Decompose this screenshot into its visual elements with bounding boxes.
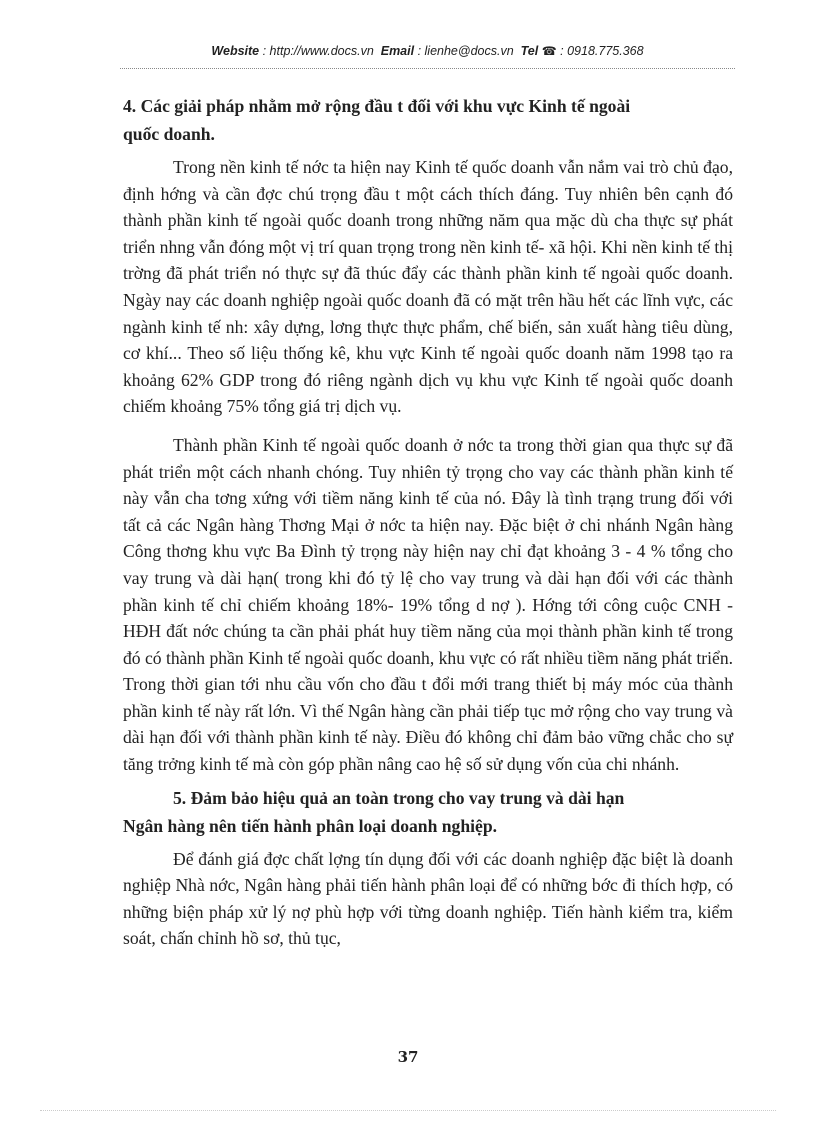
section-5-paragraph-1: Để đánh giá đợc chất lợng tín dụng đối với các doanh nghiệp đặc biệt là doanh nghiệp Nhà nớc, Ngân hàng phải tiến hành phân loại để có những bớc đi thích hợp, có những biện pháp xử lý nợ phù hợp với từng doanh nghiệp. Tiến hành kiểm tra, kiểm soát, chấn chỉnh hồ sơ, thủ tục, <box>123 848 733 949</box>
section-5-heading <box>123 784 733 840</box>
section-4-heading-line-1: 4. Các giải pháp nhằm mở rộng đầu t đối với khu vực Kinh tế ngoài <box>123 96 631 116</box>
section-5-heading-line-2: Ngân hàng nên tiến hành phân loại doanh nghiệp. <box>123 815 498 836</box>
page-number: 37 <box>397 1048 419 1066</box>
email-value: : lienhe@docs.vn <box>417 44 514 58</box>
section-4-paragraph-2: Thành phần Kinh tế ngoài quốc doanh ở nớc ta trong thời gian qua thực sự đã phát triển một cách nhanh chóng. Tuy nhiên tỷ trọng cho vay các thành phần kinh tế này vẫn cha tơng xứng với tiềm năng kinh tế của nó. Đây là tình trạng trung đối với tất cả các Ngân hàng Thơng Mại ở nớc ta hiện nay. Đặc biệt ở chi nhánh Ngân hàng Công thơng khu vực Ba Đình tỷ trọng này hiện nay chỉ đạt khoảng 3 - 4 % tổng cho vay trung và dài hạn( trong khi đó tỷ lệ cho vay trung và dài hạn đối với các thành phần kinh tế chỉ chiếm khoảng 18%- 19% tổng d nợ ). Hớng tới công cuộc CNH - HĐH đất nớc chúng ta cần phải phát huy tiềm năng của mọi thành phần kinh tế trong đó có thành phần Kinh tế ngoài quốc doanh, khu vực có rất nhiều tiềm năng phát triển. Trong thời gian tới nhu cầu vốn cho đầu t đổi mới trang thiết bị máy móc của thành phần kinh tế này rất lớn. Vì thế Ngân hàng cần phải tiếp tục mở rộng cho vay trung và dài hạn đối với thành phần kinh tế này. Điều đó không chỉ đảm bảo vững chắc cho sự tăng trởng kinh tế mà còn góp phần nâng cao hệ số sử dụng vốn của chi nhánh. <box>123 434 734 775</box>
footer-divider <box>40 1110 776 1111</box>
header-divider <box>120 68 735 69</box>
website-label: Website <box>211 44 260 58</box>
section-5-heading-line-1: 5. Đảm bảo hiệu quả an toàn trong cho vay trung và dài hạn <box>173 787 625 808</box>
tel-label: Tel <box>520 44 539 58</box>
document-body <box>123 92 733 952</box>
tel-value: : 0918.775.368 <box>560 44 644 58</box>
section-4-heading-line-2: quốc doanh. <box>123 124 215 144</box>
website-value: : http://www.docs.vn <box>262 44 374 58</box>
page-header <box>120 44 735 70</box>
section-4-paragraph-1: Trong nền kinh tế nớc ta hiện nay Kinh tế quốc doanh vẫn nắm vai trò chủ đạo, định hớng và cần đợc chú trọng đầu t một cách thích đáng. Tuy nhiên bên cạnh đó thành phần kinh tế ngoài quốc doanh trong những năm qua mặc dù cha thực sự phát triển nhng vẫn đóng một vị trí quan trọng trong nền kinh tế- xã hội. Khi nền kinh tế thị trờng đã phát triển nó thực sự đã thúc đẩy các thành phần kinh tế ngoài quốc doanh. Ngày nay các doanh nghiệp ngoài quốc doanh đã có mặt trên hầu hết các lĩnh vực, các ngành kinh tế nh: xây dựng, lơng thực thực phẩm, chế biến, sản xuất hàng tiêu dùng, cơ khí... Theo số liệu thống kê, khu vực Kinh tế ngoài quốc doanh năm 1998 tạo ra khoảng 62% GDP trong đó riêng ngành dịch vụ khu vực Kinh tế ngoài quốc doanh chiếm khoảng 75% tổng giá trị dịch vụ. <box>123 157 733 417</box>
phone-icon: ☎ <box>541 44 557 58</box>
section-4-heading <box>123 92 733 148</box>
email-label: Email <box>380 44 415 58</box>
